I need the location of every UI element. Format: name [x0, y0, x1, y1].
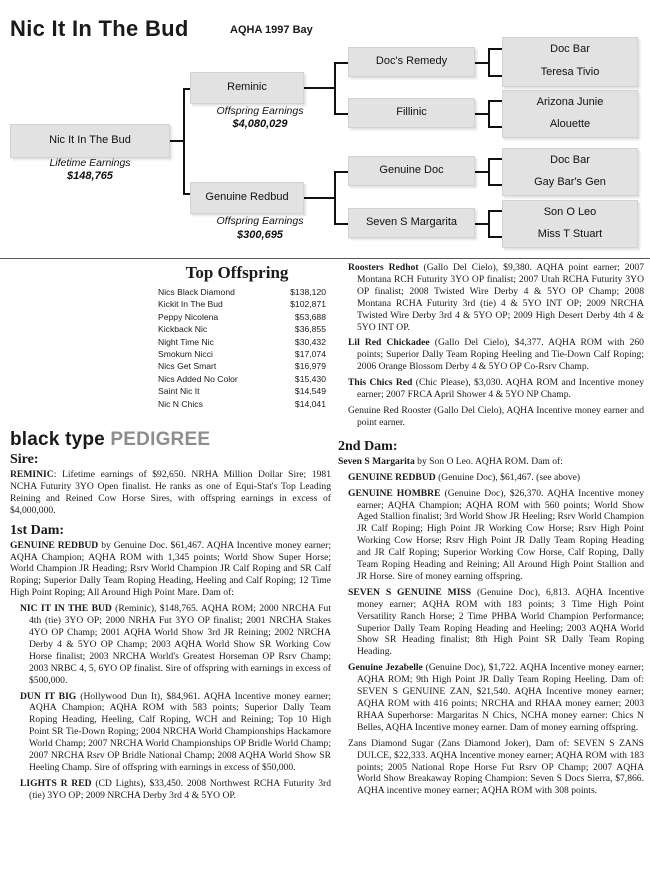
g3-box-1	[502, 37, 638, 87]
dam-sire-box	[348, 156, 475, 186]
section-divider	[0, 258, 650, 259]
produce-entry	[338, 377, 644, 401]
offspring-amount: $17,074	[294, 348, 326, 359]
produce-entry	[338, 337, 644, 373]
sire-dam-name: Fillinic	[396, 106, 427, 118]
dam-earnings: $300,695	[237, 229, 283, 241]
first-dam-heading: 1st Dam:	[10, 522, 65, 538]
sire-name: Reminic	[227, 81, 267, 93]
produce-text: (Genuine Doc), 6,813. AQHA Incentive money earner; AQHA ROM with 183 points; 3 Time High Point Versatility Ranch Horse; 2 Time PHBA World Champion Performance; Superior Dally Team Roping Heading and Heeling; 2003 AQHA World Show SR Heading finalist; 8th High Point SR Dally Team Roping Heading.	[357, 586, 644, 658]
sire-name-text: REMINIC	[10, 469, 54, 480]
produce-text: (Gallo Del Cielo), $9,380. AQHA point earner; 2007 Montana RCH Futurity 3YO OP finalist; 2007 Utah RCHA Futurity 3YO OP finalist; 2008 Twisted Wire Derby 4 & 5YO OP Champ; 2008 Montana RCHA Futurity 3rd (tie) 4 & 5YO INT OP; 2009 NRCHA Twisted Wire Derby 3rd 4 & 5YO OP; 2009 High Desert Derby 4th 4 & 5YO INT OP.	[357, 262, 644, 333]
produce-text: (Genuine Doc), $1,722. AQHA Incentive money earner; AQHA ROM; 9th High Point JR Dally Team Roping Heeling. Dam of: SEVEN S GENUINE ZAN, $21,540. AQHA Incentive money earner; AQHA ROM with 416 points; NRCHA and RHAA money earner; 2003 RHAA Superhorse: Margaritas N Chics, NCHA money earner: Chics N Belles, AQHA Incentive money earner. Dam of money earning offspring.	[357, 662, 644, 733]
produce-name: Genuine Jezabelle	[348, 662, 423, 674]
left-column	[10, 450, 331, 806]
second-dam-paragraph	[338, 456, 644, 468]
offspring-row	[158, 373, 326, 385]
produce-entry	[10, 691, 331, 774]
subject-box	[10, 124, 170, 158]
offspring-name: Nics Added No Color	[158, 373, 238, 384]
offspring-row	[158, 311, 326, 323]
offspring-name: Kickback Nic	[158, 324, 208, 335]
first-dam-paragraph	[10, 540, 331, 600]
produce-text: (Gallo Del Cielo), $4,377. AQHA ROM with 260 points; Superior Dally Team Roping Heeling and Tie-Down Calf Roping; 2006 Orange Blossom Derby 4 & 5YO OP Co-Rsrv Champ.	[357, 337, 644, 373]
offspring-row	[158, 398, 326, 410]
offspring-row	[158, 286, 326, 298]
offspring-row	[158, 385, 326, 397]
produce-entry	[338, 738, 644, 798]
produce-name: Roosters Redhot	[348, 262, 419, 273]
produce-name: This Chics Red	[348, 377, 413, 389]
subject-earnings-label: Lifetime Earnings	[49, 157, 131, 169]
offspring-amount: $15,430	[294, 373, 326, 384]
offspring-name: Kickit In The Bud	[158, 299, 223, 310]
produce-name: SEVEN S GENUINE MISS	[348, 586, 472, 598]
offspring-amount: $36,855	[294, 324, 326, 335]
offspring-name: Saint Nic It	[158, 386, 200, 397]
sire-box	[190, 72, 304, 104]
offspring-name: Nic N Chics	[158, 398, 203, 409]
offspring-amount: $14,041	[294, 398, 326, 409]
produce-text: (CD Lights), $33,450. 2008 Northwest RCHA Futurity 3rd (tie) 3YO OP; 2009 NRCHA Derby 3rd 4 & 5YO OP.	[29, 777, 331, 801]
produce-name: DUN IT BIG	[20, 690, 77, 702]
top-offspring-table	[158, 286, 326, 410]
sire-earnings-label: Offspring Earnings	[216, 105, 304, 117]
produce-text: (Chic Please), $3,030. AQHA ROM and Incentive money earner; 2007 FRCA April Shower 4 & 5YO NP Champ.	[357, 377, 644, 401]
produce-entry	[338, 662, 644, 733]
offspring-row	[158, 323, 326, 335]
first-dam-text: by Genuine Doc. $61,467. AQHA Incentive money earner; AQHA Champion; AQHA ROM with 1,345 points; World Show Super Horse; World Champion JR Heading; Rsrv World Champion JR Calf Roping and SR Calf Roping; Superior Dally Team Roping Heading, Heeling and Calf Roping; 12 Time High Point Roping; All Around High Point Mare. Dam of:	[10, 539, 331, 599]
produce-entry	[338, 587, 644, 658]
black-type-word: black type	[10, 429, 105, 450]
g3-name-8: Miss T Stuart	[537, 228, 603, 240]
g3-name-4: Alouette	[549, 118, 591, 130]
sire-dam-box	[348, 98, 475, 128]
g3-box-4	[502, 200, 638, 248]
sire-heading: Sire:	[10, 452, 39, 467]
offspring-amount: $138,120	[290, 287, 326, 297]
pedigree-word: PEDIGREE	[110, 429, 211, 450]
offspring-row	[158, 336, 326, 348]
g3-name-2: Teresa Tivio	[540, 66, 600, 78]
sire-sire-name: Doc's Remedy	[375, 55, 448, 67]
g3-name-1: Doc Bar	[550, 43, 590, 55]
dam-dam-box	[348, 208, 475, 238]
page-title: Nic It In The Bud	[10, 16, 189, 41]
dam-earnings-label: Offspring Earnings	[216, 215, 304, 227]
produce-entry	[338, 405, 644, 429]
g3-box-2	[502, 90, 638, 138]
right-column	[338, 262, 644, 801]
subject-earnings: $148,765	[67, 170, 113, 182]
dam-box	[190, 182, 304, 214]
first-dam-name: GENUINE REDBUD	[10, 539, 99, 551]
produce-text: (Reminic), $148,765. AQHA ROM; 2000 NRCHA Fut 4th (tie) 3YO OP; 2000 NRHA Fut 3YO OP finalist; 2001 NRCHA Stakes 4YO OP Champ; 2001 AQHA World Show 3rd JR Reining; 2002 NRCHA Derby 4 & 5YO OP Champ; 2003 AQHA World Show SR Working Cow Horse finalist; 2003 NRCHA World's Greatest Horseman OP Rsrv Champ; 2003 NRBC 4, 5, 6YO OP finalist. Sire of offspring with earnings in excess of $500,000.	[29, 603, 331, 686]
produce-text: Zans Diamond Sugar (Zans Diamond Joker), Dam of: SEVEN S ZANS DULCE, $22,333. AQHA Incentive money earner; AQHA ROM with 183 points; 2005 National Rope Horse Fut Rsrv OP Champ; 2007 AQHA World Show Breakaway Roping Champion: Seven S Docs Sierra, $7,866. AQHA incentive money earner; AQHA ROM with 308 points.	[348, 737, 644, 797]
sire-text: : Lifetime earnings of $92,650. NRHA Million Dollar Sire; 1981 NCHA Futurity 3YO Open finalist. He ranks as one of Equi-Stat's Top Leading Reining and Reined Cow Horse Sires, with offspring earnings in excess of $4,000,000.	[10, 469, 331, 516]
produce-entry	[10, 603, 331, 686]
second-dam-text: by Son O Leo. AQHA ROM. Dam of:	[414, 455, 563, 467]
offspring-amount: $102,871	[290, 299, 326, 310]
produce-entry	[10, 778, 331, 802]
produce-entry	[338, 488, 644, 583]
black-type-heading	[10, 429, 210, 451]
g3-name-3: Arizona Junie	[536, 96, 604, 108]
offspring-row	[158, 360, 326, 372]
produce-entry	[338, 262, 644, 333]
produce-text: Genuine Red Rooster (Gallo Del Cielo), AQHA Incentive money earner and point earner.	[348, 404, 644, 428]
offspring-amount: $14,549	[294, 386, 326, 397]
sire-sire-box	[348, 47, 475, 77]
offspring-row	[158, 298, 326, 310]
sire-paragraph	[10, 469, 331, 517]
second-dam-heading: 2nd Dam:	[338, 438, 398, 454]
page-subtitle: AQHA 1997 Bay	[230, 24, 313, 36]
offspring-row	[158, 348, 326, 360]
offspring-amount: $30,432	[294, 336, 326, 347]
second-dam-name: Seven S Margarita	[338, 455, 415, 467]
offspring-name: Nics Get Smart	[158, 361, 217, 372]
offspring-name: Nics Black Diamond	[158, 287, 235, 297]
produce-name: GENUINE REDBUD	[348, 471, 436, 483]
sire-earnings: $4,080,029	[232, 118, 288, 130]
produce-text: (Genuine Doc), $26,370. AQHA Incentive money earner; AQHA Champion; AQHA ROM with 560 points; World Show Aged Stallion finalist; 3rd World Show JR Heeling; Rsrv World Champion JR Calf Roping; High Point JR Working Cow Horse; Rsrv High Point Working Cow Horse; Rsrv High Point JR Dally Team Roping Heading and JR Calf Roping; Superior Working Cow Horse, Calf Roping, Dally Team Roping Heading and Reining; All Around High Point Stallion and JR Horse. Sire of money earning offspring.	[357, 487, 644, 582]
dam-name: Genuine Redbud	[205, 191, 289, 203]
top-offspring-title: Top Offspring	[185, 263, 289, 282]
produce-name: NIC IT IN THE BUD	[20, 603, 112, 615]
produce-name: GENUINE HOMBRE	[348, 487, 441, 499]
g3-name-6: Gay Bar's Gen	[534, 176, 606, 188]
offspring-name: Smokum Nicci	[158, 348, 213, 359]
produce-text: (Genuine Doc), $61,467. (see above)	[435, 471, 581, 483]
produce-name: Lil Red Chickadee	[348, 337, 430, 349]
subject-name: Nic It In The Bud	[49, 134, 131, 146]
offspring-amount: $16,979	[294, 361, 326, 372]
offspring-name: Night Time Nic	[158, 336, 214, 347]
g3-name-7: Son O Leo	[543, 206, 597, 218]
g3-box-3	[502, 148, 638, 196]
offspring-name: Peppy Nicolena	[158, 311, 219, 322]
offspring-amount: $53,688	[294, 311, 326, 322]
dam-dam-name: Seven S Margarita	[365, 216, 458, 228]
produce-text: (Hollywood Dun It), $84,961. AQHA Incentive money earner; AQHA Champion; AQHA ROM with 583 points; Superior Dally Team Roping Heading, Heeling, Calf Roping, WCH and Reining; Top 10 High Point SR Tie-Down Roping; 2004 NRCHA World Championships Hackamore World Champ; 2007 NRCHA World Championships OP Bridle World Champ; 2007 NRCHA Rsrv OP Bridle National Champ; 2008 AQHA World Show SR Heeling Champ. Sire of offspring with earnings in excess of $50,000.	[29, 690, 331, 773]
dam-sire-name: Genuine Doc	[379, 164, 444, 176]
g3-name-5: Doc Bar	[550, 154, 590, 166]
produce-entry	[338, 472, 644, 484]
produce-name: LIGHTS R RED	[20, 777, 92, 789]
